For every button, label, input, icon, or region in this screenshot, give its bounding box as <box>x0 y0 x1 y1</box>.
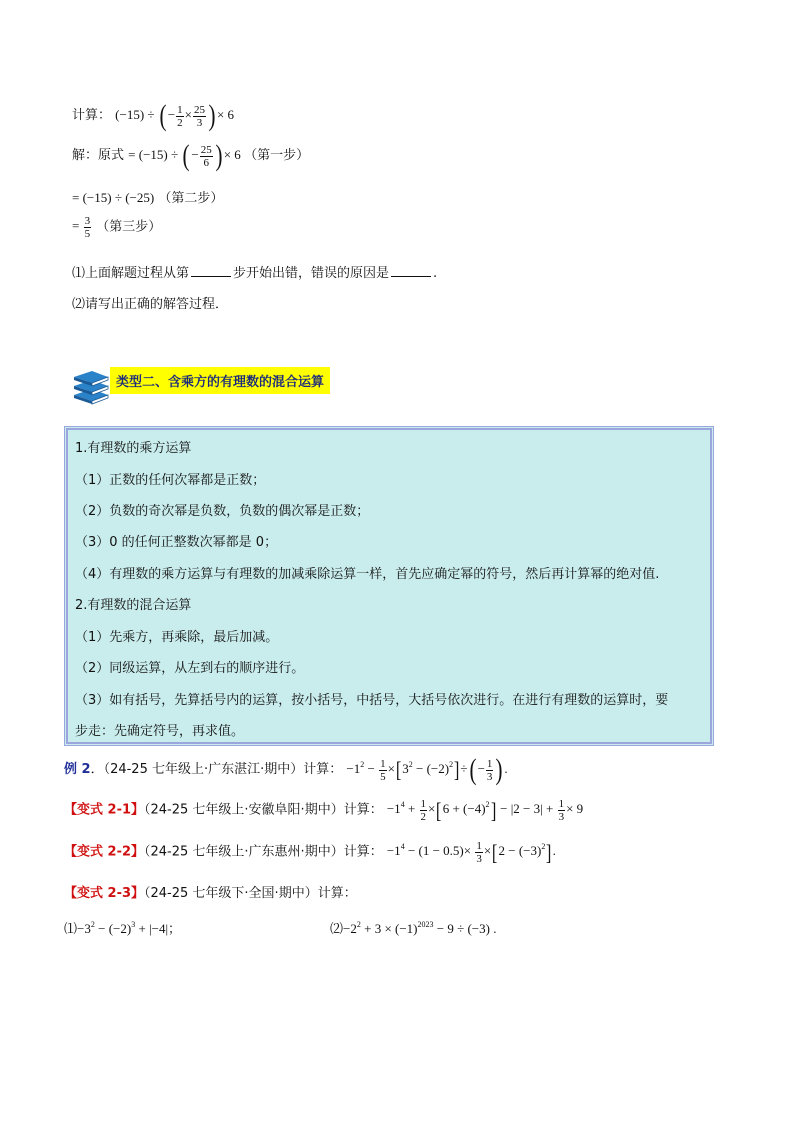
variant-2-3-part-2 <box>330 918 496 937</box>
knowledge-item: （4）有理数的乘方运算与有理数的加减乘除运算一样，首先应确定幂的符号，然后再计算幂的绝对值. <box>75 567 660 582</box>
solution-step1-expression: = (−15) ÷ ( − $\frac{25}{6}$ ) × 6 <box>128 139 245 172</box>
example-2-tag: 例 2 <box>64 761 91 777</box>
step3-line <box>72 215 161 240</box>
books-icon <box>72 369 110 409</box>
step2-line <box>72 187 223 206</box>
solution-label: 解：原式 <box>72 147 125 163</box>
blank-reason[interactable] <box>391 266 431 277</box>
variant-2-2-expression: $-1^4 - (1 - 0.5)\times$ $\frac{1}{3}$ $\times[2 - (-3)^2]$. <box>386 839 556 865</box>
step2-expression: = (−15) ÷ (−25) <box>72 190 155 205</box>
variant-2-2 <box>64 840 556 865</box>
calc-label: 计算： <box>72 107 112 123</box>
knowledge-item: （2）同级运算，从左到右的顺序进行。 <box>75 661 305 676</box>
variant-2-1 <box>64 798 583 823</box>
section-title: 类型二、含乘方的有理数的混合运算 <box>110 367 330 394</box>
blank-step[interactable] <box>191 266 231 277</box>
variant-2-3-part-1 <box>64 918 181 937</box>
part-1-label: ⑴ <box>64 922 78 937</box>
knowledge-item: （2）负数的奇次幂是负数，负数的偶次幂是正数； <box>75 504 370 519</box>
knowledge-item: （1）正数的任何次幂都是正数； <box>75 473 266 488</box>
solution-line <box>72 139 310 172</box>
example-2 <box>64 753 508 786</box>
question-1-part-a: ⑴上面解题过程从第 <box>72 266 190 281</box>
variant-2-2-source: （24-25 七年级上·广东惠州·期中）计算： <box>144 844 383 860</box>
knowledge-box <box>64 426 714 746</box>
example-2-expression: $-1^2$ − $\frac{1}{5}$ $\times[3^2 - (-2)^2]\div$( − $\frac{1}{3}$ ) . <box>346 753 508 786</box>
question-1-part-c: . <box>433 266 438 281</box>
variant-2-3-source: （24-25 七年级下·全国·期中）计算： <box>144 886 357 901</box>
example-2-source: ．（24-25 七年级上·广东湛江·期中）计算： <box>90 761 343 777</box>
variant-2-1-source: （24-25 七年级上·安徽阜阳·期中）计算： <box>144 802 383 818</box>
variant-2-3 <box>64 882 357 901</box>
question-1 <box>72 262 437 281</box>
step1-label: （第一步） <box>244 147 310 163</box>
variant-2-1-expression: $-1^4$ + $\frac{1}{2}$ $\times[6 + (-4)^2] - |2 - 3|$ + $\frac{1}{3}$ × 9 <box>386 797 584 823</box>
variant-2-2-tag: 【变式 2-2】 <box>64 844 145 860</box>
knowledge-item: 步走：先确定符号，再求值。 <box>75 724 245 739</box>
part-1-expression: $-3^2 - (-2)^3 + |-4|$； <box>77 920 182 936</box>
question-1-part-b: 步开始出错，错误的原因是 <box>233 266 390 281</box>
step3-label: （第三步） <box>96 219 162 235</box>
variant-2-1-tag: 【变式 2-1】 <box>64 802 145 818</box>
part-2-label: ⑵ <box>330 922 344 937</box>
knowledge-heading-2: 2.有理数的混合运算 <box>75 598 192 613</box>
step3-expression: = $\frac{3}{5}$ <box>72 215 91 240</box>
knowledge-item: （3）如有括号，先算括号内的运算，按小括号，中括号，大括号依次进行。在进行有理数的运算时，要 <box>75 693 669 708</box>
part-2-expression: $-2^2 + 3 \times (-1)^{2023} - 9 \div (-3)$ . <box>343 920 497 936</box>
calc-line <box>72 99 235 132</box>
knowledge-item: （1）先乘方，再乘除，最后加减。 <box>75 630 279 645</box>
calc-expression: (−15) ÷ ( − $\frac{1}{2}$ × $\frac{25}{3}$ ) × 6 <box>115 99 235 132</box>
variant-2-3-tag: 【变式 2-3】 <box>64 886 145 901</box>
step2-label: （第二步） <box>158 191 224 206</box>
knowledge-heading-1: 1.有理数的乘方运算 <box>75 441 192 456</box>
question-2: ⑵请写出正确的解答过程． <box>72 297 229 312</box>
knowledge-item: （3）0 的任何正整数次幂都是 0； <box>75 535 278 550</box>
